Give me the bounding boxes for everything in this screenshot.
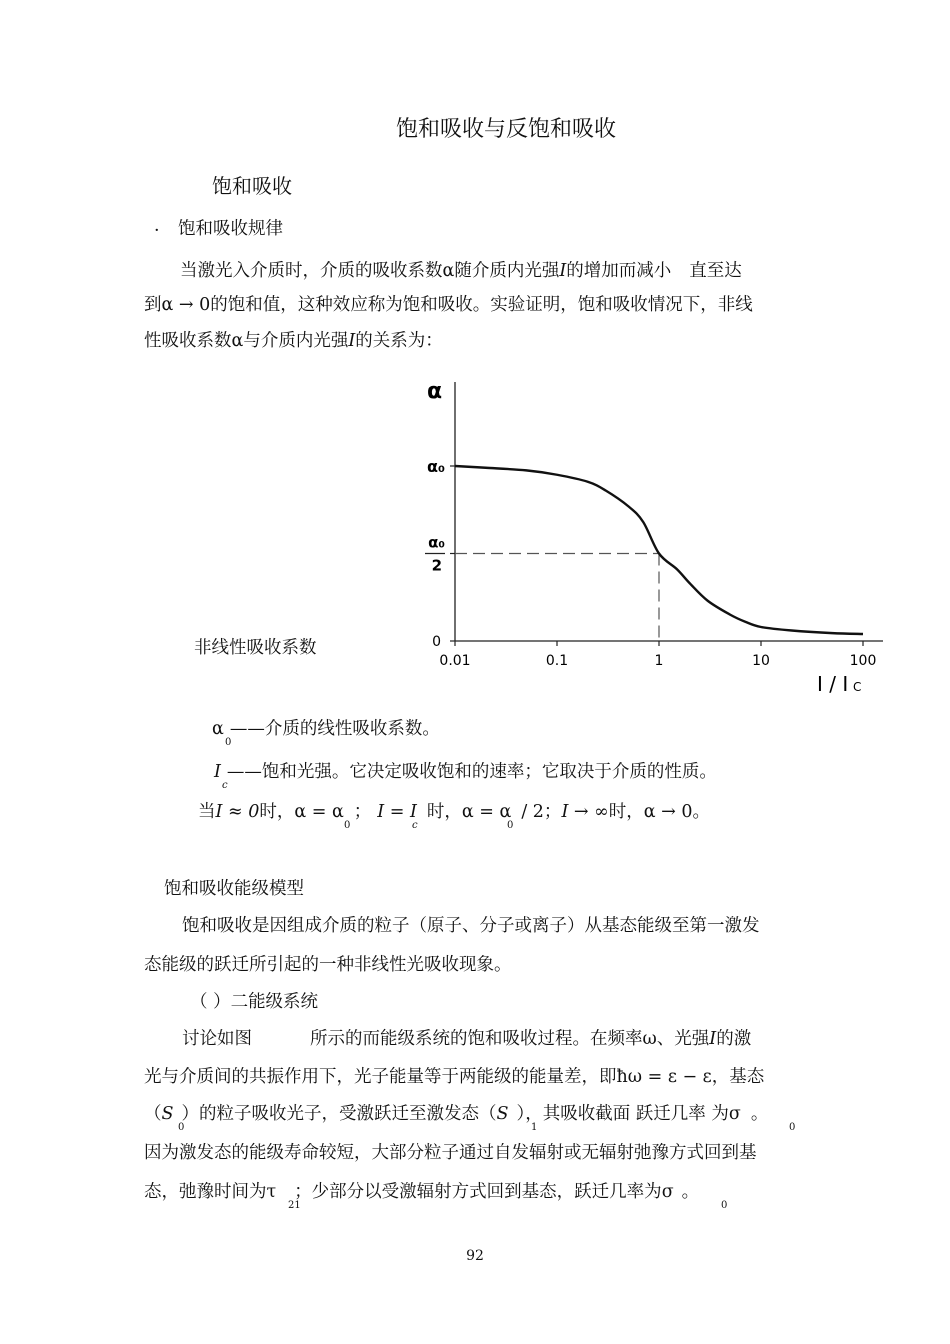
para1-line2: 到α → 0的饱和值，这种效应称为饱和吸收。实验证明，饱和吸收情况下，非线 [144,295,753,315]
sigma0-subscript-2: 0 [721,1200,728,1211]
subsection-two-level: （ ）二能级系统 [190,992,319,1012]
x-tick-label: 100 [849,653,877,669]
tau21-subscript: 21 [288,1200,301,1211]
def-Ic-subscript: c [222,780,228,791]
y-tick-label-zero: 0 [432,634,441,650]
S0-subscript: 0 [178,1122,185,1133]
intensity-symbol: I [559,261,567,281]
figure-caption: 非线性吸收系数 [194,638,317,658]
absorption-chart [400,370,900,700]
conditions-line: 当I ≈ 0时，α = α ； I = I 时，α = α / 2；I → ∞时，α → 0。 [198,802,710,822]
y-tick-label-half-numerator: α₀ [428,533,445,552]
para2-line2: 态能级的跃迁所引起的一种非线性光吸收现象。 [144,955,512,975]
x-axis-label-subscript: C [853,680,862,694]
section-title: 饱和吸收 [212,174,292,198]
alpha-to-zero: α → 0 [161,295,211,315]
para2-line1: 饱和吸收是因组成介质的粒子（原子、分子或离子）从基态能级至第一激发 [182,916,760,936]
para3-line4: 因为激发态的能级寿命较短，大部分粒子通过自发辐射或无辐射弛豫方式回到基 [144,1143,757,1163]
para1-line1: 当激光入介质时，介质的吸收系数α随介质内光强I的增加而减小 直至达 [180,261,742,281]
x-tick-label: 1 [654,653,664,669]
bullet: · [154,221,160,241]
def-alpha0-subscript: 0 [225,737,232,748]
page-number: 92 [466,1248,484,1264]
cond-alpha0-sub-2: 0 [507,820,514,831]
def-alpha0: α ——介质的线性吸收系数。 [212,719,440,739]
para1-line3: 性吸收系数α与介质内光强I的关系为： [144,331,443,351]
def-Ic: I ——饱和光强。它决定吸收饱和的速率；它取决于介质的性质。 [214,762,717,782]
para3-line2: 光与介质间的共振作用下，光子能量等于两能级的能量差，即ħω = ε − ε，基态 [144,1067,765,1087]
sigma0-subscript-1: 0 [789,1122,796,1133]
para3-line1: 讨论如图 所示的而能级系统的饱和吸收过程。在频率ω、光强I的激 [182,1029,752,1049]
alpha-symbol: α [442,261,455,281]
subsection-energy-model: 饱和吸收能级模型 [164,879,304,899]
cond-alpha0-sub-1: 0 [344,820,351,831]
para3-line3: （S ）的粒子吸收光子，受激跃迁至激发态（S ），其吸收截面 跃迁几率 为σ 。 [144,1104,769,1124]
x-tick-label: 0.01 [439,653,471,669]
x-tick-label: 10 [752,653,770,669]
page-title: 饱和吸收与反饱和吸收 [395,117,616,142]
y-tick-label-half-denominator: 2 [431,556,442,575]
S1-subscript: 1 [531,1122,538,1133]
cond-Ic-sub: c [412,820,418,831]
x-tick-label: 0.1 [545,653,569,669]
y-tick-label-alpha0: α₀ [427,457,445,476]
x-axis-label: I / I [817,672,849,696]
subsection-saturation-law: 饱和吸收规律 [178,219,283,239]
para3-line5: 态，弛豫时间为τ ；少部分以受激辐射方式回到基态，跃迁几率为σ 。 [144,1182,700,1202]
y-axis-label: α [427,379,443,404]
